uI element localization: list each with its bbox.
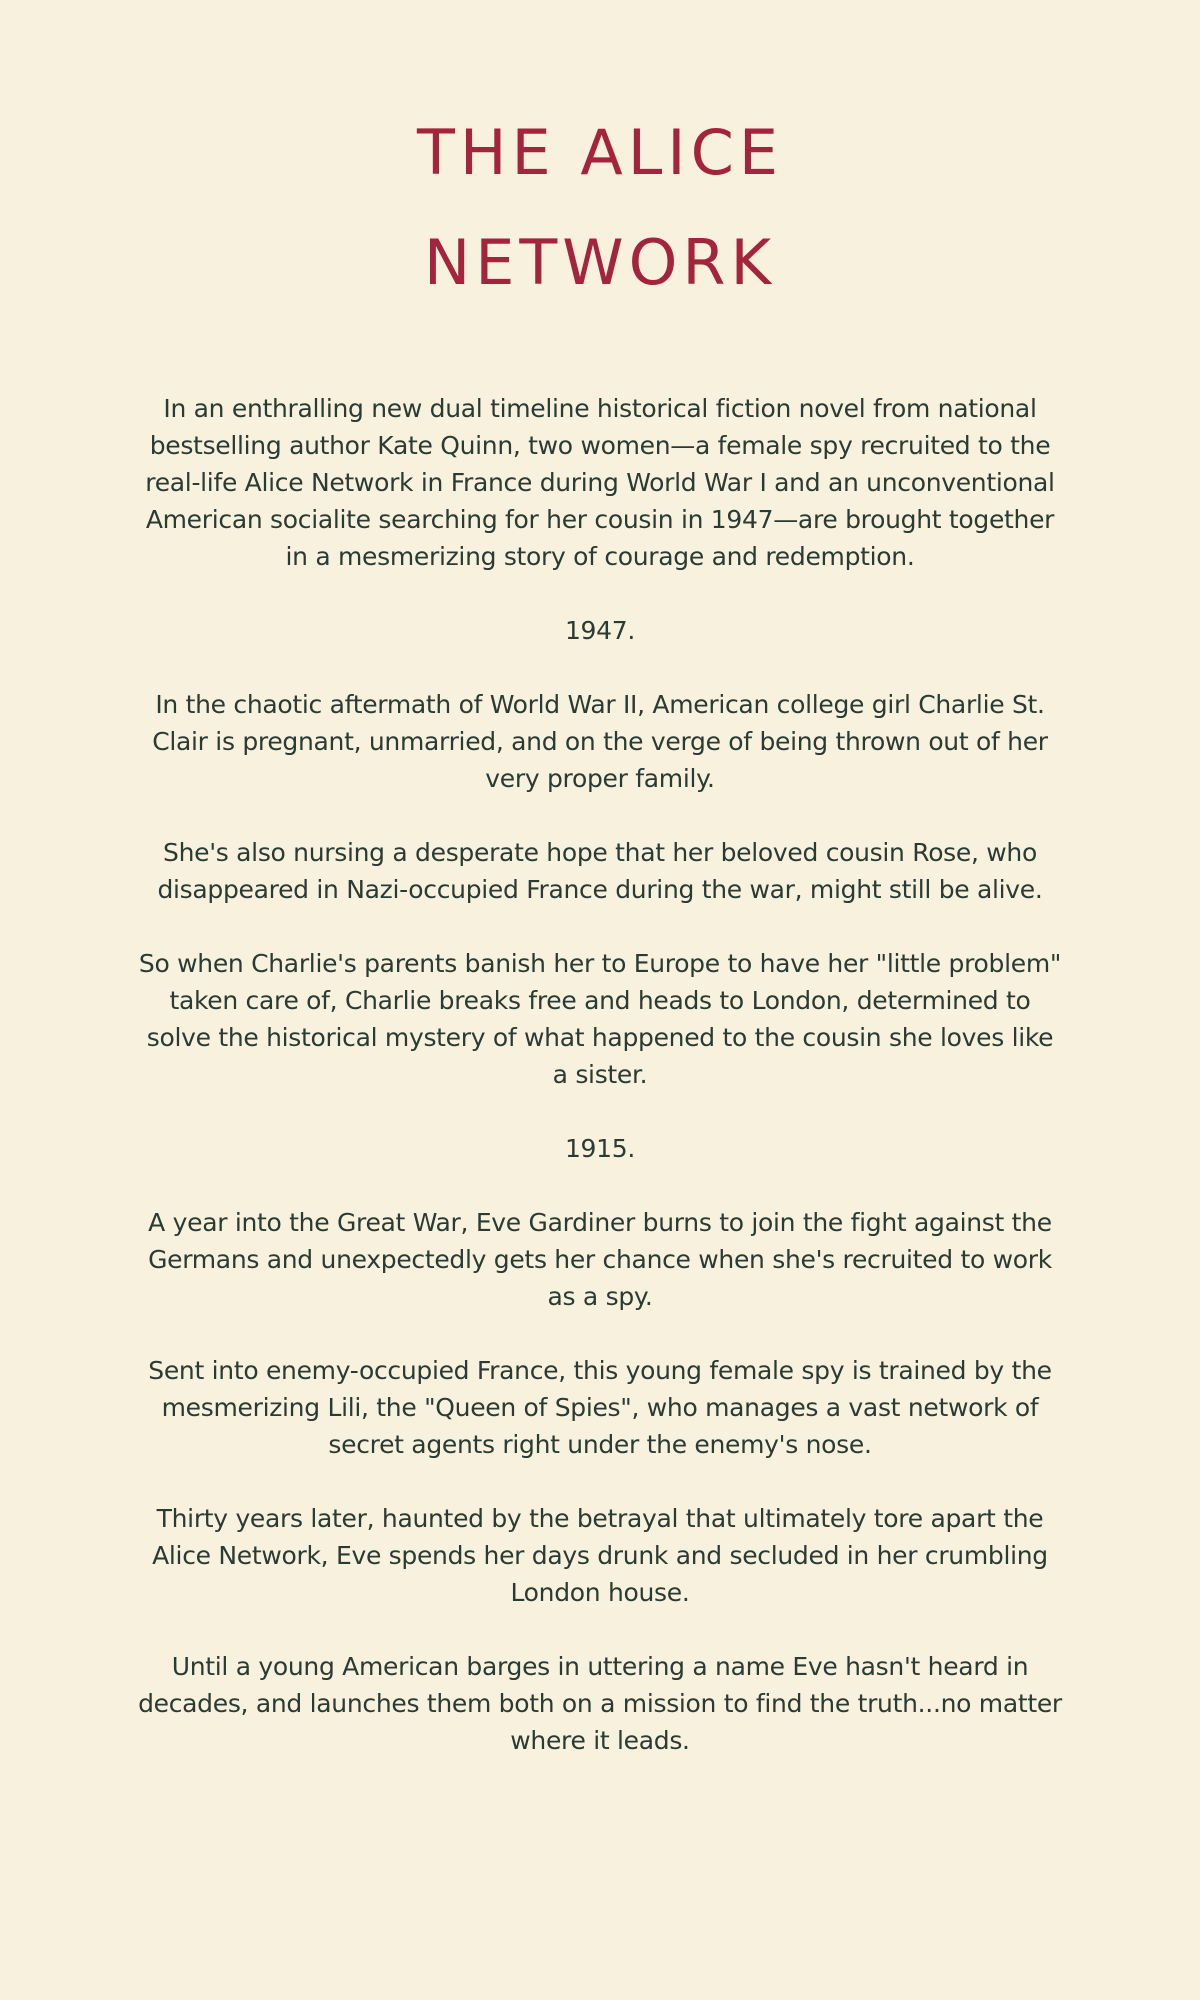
year-heading-1947: 1947. xyxy=(564,616,636,645)
synopsis-paragraph: So when Charlie's parents banish her to Europe to have her "little problem" taken care of, Charlie breaks free and heads to London, determined to solve the historical mystery of what happened to the cousin she loves like a sister. xyxy=(138,949,1062,1089)
book-synopsis xyxy=(138,390,1062,1796)
synopsis-paragraph: She's also nursing a desperate hope that her beloved cousin Rose, who disappeared in Nazi-occupied France during the war, might still be alive. xyxy=(157,838,1043,904)
book-title xyxy=(0,98,1200,318)
book-title-line-1: THE ALICE xyxy=(416,116,784,189)
synopsis-paragraph: A year into the Great War, Eve Gardiner burns to join the fight against the Germans and unexpectedly gets her chance when she's recruited to work as a spy. xyxy=(148,1208,1052,1311)
year-heading-1915: 1915. xyxy=(564,1134,636,1163)
book-title-line-2: NETWORK xyxy=(423,226,777,299)
synopsis-paragraph: Sent into enemy-occupied France, this young female spy is trained by the mesmerizing Lili, the "Queen of Spies", who manages a vast network of secret agents right under the enemy's nose. xyxy=(148,1356,1052,1459)
synopsis-intro-paragraph: In an enthralling new dual timeline historical fiction novel from national bestselling author Kate Quinn, two women—a female spy recruited to the real-life Alice Network in France during World War I and an unconventional American socialite searching for her cousin in 1947—are brought together in a mesmerizing story of courage and redemption. xyxy=(145,394,1055,571)
synopsis-paragraph: Thirty years later, haunted by the betrayal that ultimately tore apart the Alice Network, Eve spends her days drunk and secluded in her crumbling London house. xyxy=(152,1504,1048,1607)
synopsis-paragraph: In the chaotic aftermath of World War II, American college girl Charlie St. Clair is pregnant, unmarried, and on the verge of being thrown out of her very proper family. xyxy=(152,690,1048,793)
synopsis-closing-paragraph: Until a young American barges in uttering a name Eve hasn't heard in decades, and launches them both on a mission to find the truth...no matter where it leads. xyxy=(138,1652,1062,1755)
